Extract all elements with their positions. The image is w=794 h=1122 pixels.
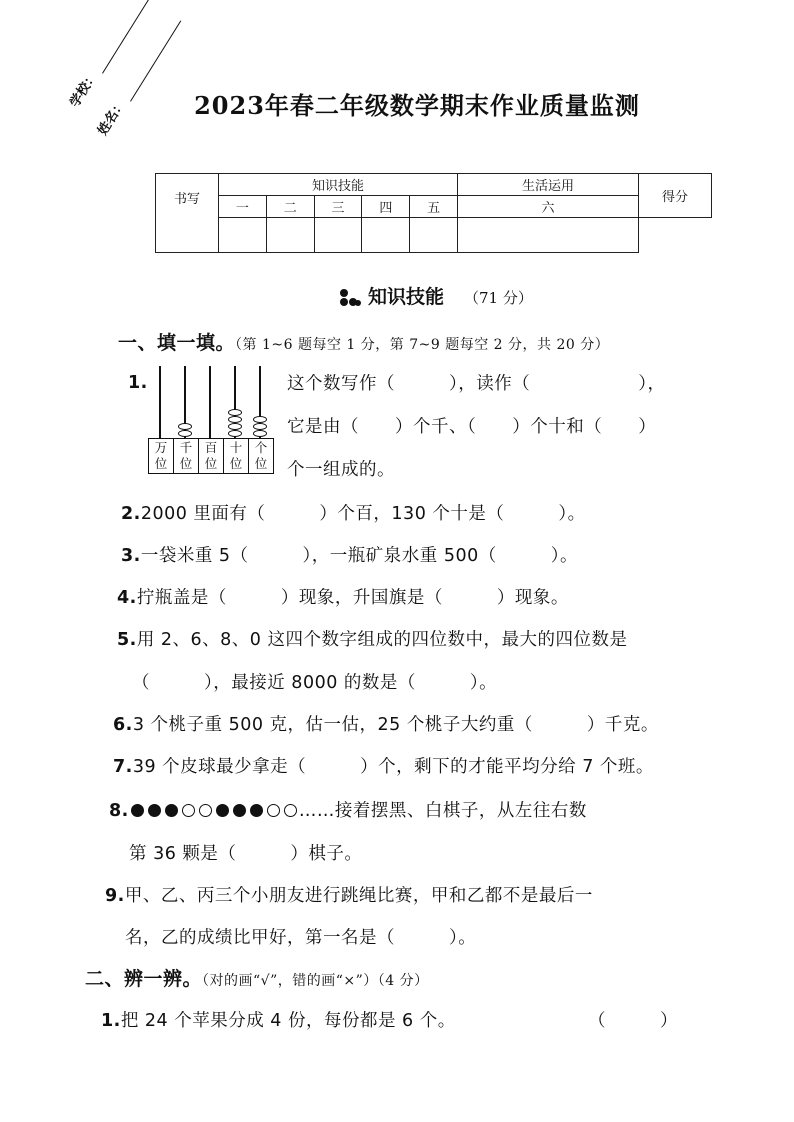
question-6: 6.3 个桃子重 500 克，估一估，25 个桃子大约重（ ）千克。: [113, 715, 659, 735]
name-label: 姓名：: [92, 11, 181, 138]
q1-line3: 个一组成的。: [287, 460, 395, 480]
question-8-line1: 8. ……接着摆黑、白棋子，从左往右数: [109, 801, 587, 821]
abacus-bead-shi: [228, 409, 242, 416]
stone-sequence: [129, 801, 299, 821]
question-9-line1: 9.甲、乙、丙三个小朋友进行跳绳比赛，甲和乙都不是最后一: [105, 886, 593, 906]
col-6: 六: [458, 196, 639, 218]
score-cell-4[interactable]: [362, 218, 410, 253]
question-7: 7.39 个皮球最少拿走（ ）个，剩下的才能平均分给 7 个班。: [113, 757, 654, 777]
abacus-diagram: [148, 366, 276, 476]
abacus-bead-ge: [253, 430, 267, 437]
col-2: 二: [266, 196, 314, 218]
writing-cell: 书写: [156, 174, 219, 253]
q1-line1: 这个数写作（ ），读作（ ），: [287, 374, 666, 394]
black-stone-icon: [148, 804, 161, 817]
white-stone-icon: [267, 804, 280, 817]
white-stone-icon: [182, 804, 195, 817]
abacus-bead-shi: [228, 430, 242, 437]
abacus-place-labels: [148, 438, 274, 474]
part1-heading: 一、填一填。（第 1~6 题每空 1 分，第 7~9 题每空 2 分，共 20 分）: [118, 332, 610, 354]
q1-line2: 它是由（ ）个千、（ ）个十和（ ）: [287, 417, 657, 437]
part2-question-1: 1.把 24 个苹果分成 4 份，每份都是 6 个。: [101, 1011, 456, 1031]
abacus-bead-qian: [178, 423, 192, 430]
place-ge: 个位: [254, 440, 268, 471]
white-stone-icon: [199, 804, 212, 817]
life-header: 生活运用: [458, 174, 639, 196]
question-5-line2: （ ），最接近 8000 的数是（ ）。: [132, 673, 498, 693]
score-cell-3[interactable]: [314, 218, 362, 253]
page-title: 2023年春二年级数学期末作业质量监测: [194, 91, 640, 120]
black-stone-icon: [165, 804, 178, 817]
score-cell-2[interactable]: [266, 218, 314, 253]
abacus-bead-shi: [228, 423, 242, 430]
part2-q1-answer-bracket[interactable]: （ ）: [588, 1011, 678, 1031]
part2-heading: 二、辨一辨。（对的画“√”，错的画“×”）（4 分）: [85, 968, 429, 990]
abacus-bead-shi: [228, 416, 242, 423]
question-4: 4.拧瓶盖是（ ）现象，升国旗是（ ）现象。: [117, 588, 569, 608]
col-4: 四: [362, 196, 410, 218]
col-5: 五: [410, 196, 458, 218]
place-qian: 千位: [174, 439, 199, 473]
abacus-bead-ge: [253, 423, 267, 430]
question-5-line1: 5.用 2、6、8、0 这四个数字组成的四位数中，最大的四位数是: [117, 630, 628, 650]
score-header: 得分: [639, 174, 712, 218]
question-9-line2: 名，乙的成绩比甲好，第一名是（ ）。: [125, 928, 477, 948]
question-8-line2: 第 36 颗是（ ）棋子。: [129, 844, 363, 864]
knowledge-header: 知识技能: [219, 174, 458, 196]
black-stone-icon: [216, 804, 229, 817]
abacus-bead-ge: [253, 416, 267, 423]
col-3: 三: [314, 196, 362, 218]
score-cell-5[interactable]: [410, 218, 458, 253]
clover-icon: [340, 289, 362, 307]
col-1: 一: [219, 196, 267, 218]
place-bai: 百位: [199, 439, 224, 473]
white-stone-icon: [284, 804, 297, 817]
place-wan: 万位: [149, 439, 174, 473]
question-3: 3.一袋米重 5（ ），一瓶矿泉水重 500（ ）。: [121, 546, 578, 566]
abacus-bead-qian: [178, 430, 192, 437]
section-heading: 知识技能 （71 分）: [340, 282, 533, 309]
black-stone-icon: [131, 804, 144, 817]
score-cell-6[interactable]: [458, 218, 639, 253]
place-shi: 十位: [224, 439, 249, 473]
black-stone-icon: [233, 804, 246, 817]
school-label: 学校：: [64, 0, 153, 110]
abacus-rod-bai: [209, 366, 211, 438]
score-cell-1[interactable]: [219, 218, 267, 253]
score-table: [155, 173, 712, 253]
black-stone-icon: [250, 804, 263, 817]
abacus-rod-wan: [159, 366, 161, 438]
question-2: 2.2000 里面有（ ）个百，130 个十是（ ）。: [121, 504, 586, 524]
q1-number: 1.: [128, 373, 148, 393]
